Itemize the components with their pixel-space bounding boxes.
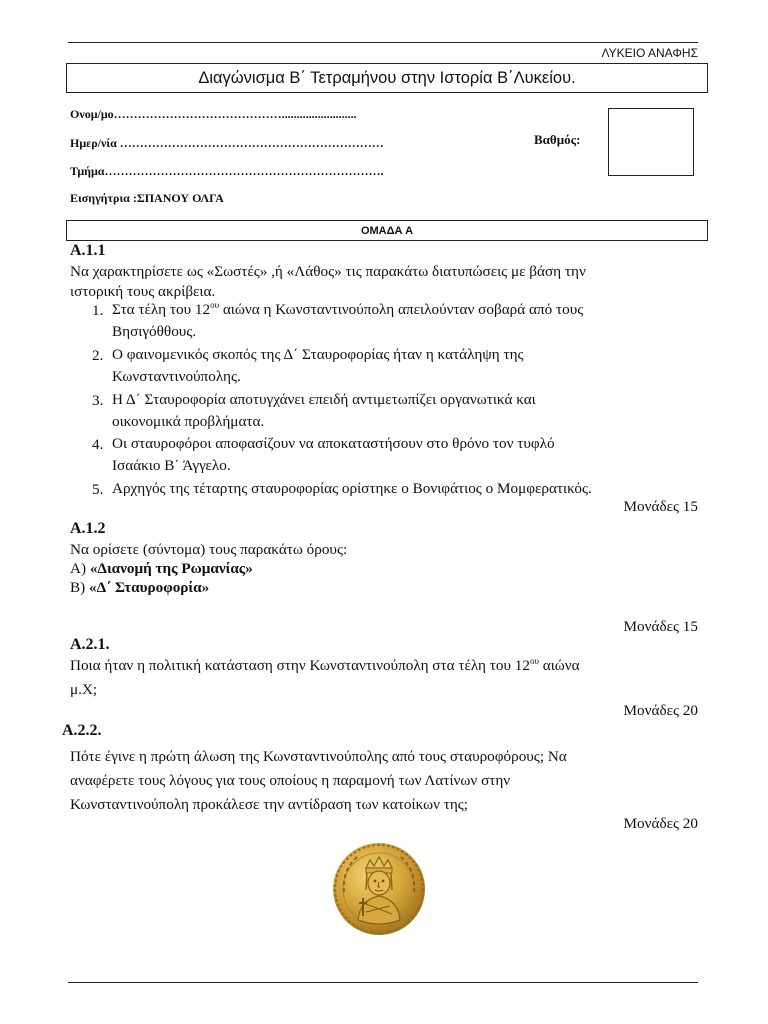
grade-label: Βαθμός: [534,132,581,147]
a11-intro-line-1: Να χαρακτηρίσετε ως «Σωστές» ,ή «Λάθος» τις παρακάτω διατυπώσεις με βάση την [70,263,586,280]
school-name: ΛΥΚΕΙΟ ΑΝΑΦΗΣ [601,46,698,60]
statement-2-line-1: Ο φαινομενικός σκοπός της Δ΄ Σταυροφορίας ήταν η κατάληψη της [112,346,524,363]
date-field[interactable]: Ημερ/νία ………………………………………………………… [70,136,384,150]
section-field[interactable]: Τμήμα……………………………………………………………. [70,164,384,178]
statement-5-line-1: Αρχηγός της τέταρτης σταυροφορίας ορίστηκε ο Βονιφάτιος ο Μομφερατικός. [112,480,592,497]
statement-4-line-1: Οι σταυροφόροι αποφασίζουν να αποκαταστήσουν στο θρόνο τον τυφλό [112,435,555,452]
a21-marks: Μονάδες 20 [623,702,698,719]
a22-question-line-1: Πότε έγινε η πρώτη άλωση της Κωνσταντινούπολης από τους σταυροφόρους; Να [70,748,567,765]
a22-heading: Α.2.2. [62,722,102,739]
a22-question-line-2: αναφέρετε τους λόγους για τους οποίους η παραμονή των Λατίνων στην [70,772,511,789]
teacher-label: Εισηγήτρια :ΣΠΑΝΟΥ ΟΛΓΑ [70,191,224,205]
top-rule [68,42,698,43]
item-number: 4. [92,436,104,453]
a12-intro: Να ορίσετε (σύντομα) τους παρακάτω όρους: [70,541,348,558]
term-b: Β) «Δ΄ Σταυροφορία» [70,579,210,596]
a11-marks: Μονάδες 15 [623,498,698,515]
a12-marks: Μονάδες 15 [623,618,698,635]
exam-title-box [66,63,708,93]
a11-heading: Α.1.1 [70,242,106,259]
group-a-box [66,220,708,241]
statement-3-line-1: Η Δ΄ Σταυροφορία αποτυγχάνει επειδή αντιμετωπίζει οργανωτικά και [112,391,536,408]
a21-question-line-1: Ποια ήταν η πολιτική κατάσταση στην Κωνσταντινούπολη στα τέλη του $12^{o\upsilon}$ αιώνα [70,656,580,674]
byzantine-gold-coin-icon [330,840,428,938]
term-a: Α) «Διανομή της Ρωμανίας» [70,560,253,577]
group-a-label: ΟΜΑΔΑ Α [360,224,414,237]
a21-heading: Α.2.1. [70,636,110,653]
statement-2-line-2: Κωνσταντινούπολης. [112,368,241,385]
statement-1-line-2: Βησιγόθθους. [112,323,197,340]
item-number: 3. [92,392,104,409]
item-number: 5. [92,481,104,498]
a22-question-line-3: Κωνσταντινούπολη προκάλεσε την αντίδραση των κατοίκων της; [70,796,469,813]
statement-1-line-1: Στα τέλη του $12^{o\upsilon}$ αιώνα η Κωνσταντινούπολη απειλούνταν σοβαρά από τους [112,300,584,318]
statement-3-line-2: οικονομικά προβλήματα. [112,413,265,430]
statement-4-line-2: Ισαάκιο Β΄ Άγγελο. [112,457,231,474]
bottom-rule [68,982,698,983]
a12-heading: Α.1.2 [70,520,106,537]
grade-box[interactable] [608,108,694,176]
a22-marks: Μονάδες 20 [623,815,698,832]
a11-intro-line-2: ιστορική τους ακρίβεια. [70,283,216,300]
item-number: 2. [92,347,104,364]
name-field[interactable]: Ονομ/μο……………………………………......................... [70,107,357,121]
exam-title: Διαγώνισμα Β΄ Τετραμήνου στην Ιστορία Β΄Λυκείου. [198,68,576,87]
a21-question-line-2: μ.Χ; [70,681,98,698]
item-number: 1. [92,302,104,319]
